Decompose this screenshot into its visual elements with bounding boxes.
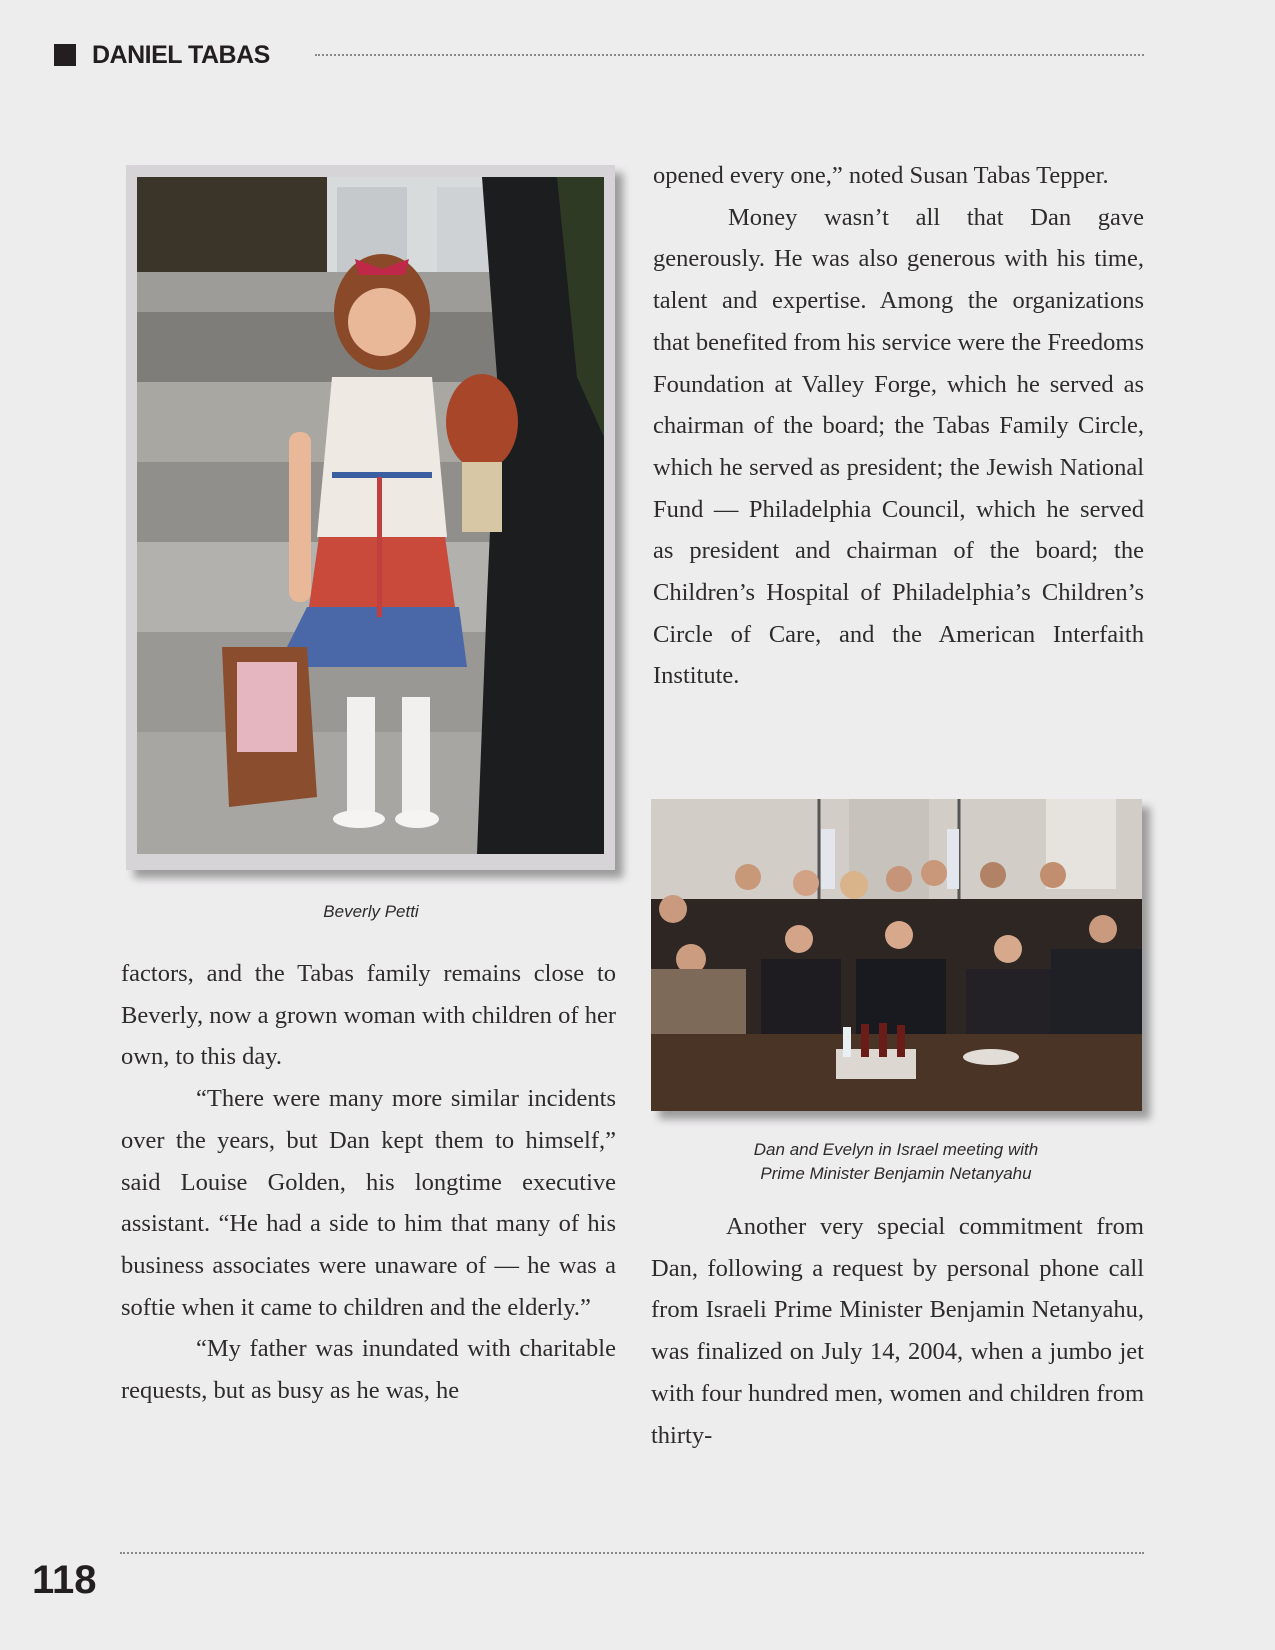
- figure-caption: Beverly Petti: [323, 902, 419, 921]
- paragraph: Money wasn’t all that Dan gave generously. He was also generous with his time, talent and expertise. Among the organizations that benefited from his service were the Freedoms Foundation at Valley Forge, which he served as chairman of the board; the Tabas Family Circle, which he served as president; the Jewish National Fund — Philadelphia Council, which he served as president and chairman of the board; the Children’s Hospital of Philadelphia’s Children’s Circle of Care, and the American Interfaith Institute.: [653, 203, 1144, 690]
- paragraph: factors, and the Tabas family remains close to Beverly, now a grown woman with children of her own, to this day.: [121, 960, 616, 1071]
- figure-caption-netanyahu: [652, 1138, 1140, 1186]
- caption-line: Prime Minister Benjamin Netanyahu: [760, 1164, 1032, 1183]
- photo-beverly-petti: [126, 165, 615, 870]
- photo-girl-on-steps-icon: [137, 177, 604, 854]
- paragraph: “My father was inundated with charitable requests, but as busy as he was, he: [121, 1335, 616, 1405]
- paragraph: opened every one,” noted Susan Tabas Tepper.: [653, 162, 1109, 189]
- right-column-top-text: [653, 155, 1144, 697]
- caption-line: Dan and Evelyn in Israel meeting with: [753, 1140, 1039, 1159]
- header-square-icon: [54, 44, 76, 66]
- photo-israel-meeting: [651, 799, 1142, 1111]
- paragraph: “There were many more similar incidents over the years, but Dan kept them to himself,” said Louise Golden, his longtime executive assistant. “He had a side to him that many of his business associates were unaware of — he was a softie when it came to children and the elderly.”: [121, 1085, 616, 1321]
- footer-dotted-rule: [120, 1552, 1144, 1554]
- paragraph: Another very special commitment from Dan, following a request by personal phone call from Israeli Prime Minister Benjamin Netanyahu, was finalized on July 14, 2004, when a jumbo jet with four hundred men, women and children from thirty-: [651, 1213, 1144, 1449]
- header-title: DANIEL TABAS: [92, 40, 270, 69]
- header-dotted-rule: [315, 54, 1144, 56]
- left-column-text: [121, 953, 616, 1412]
- photo-group-meeting-icon: [651, 799, 1142, 1111]
- page-number: 118: [32, 1558, 97, 1602]
- right-column-bottom-text: [651, 1206, 1144, 1456]
- running-header: [54, 38, 270, 72]
